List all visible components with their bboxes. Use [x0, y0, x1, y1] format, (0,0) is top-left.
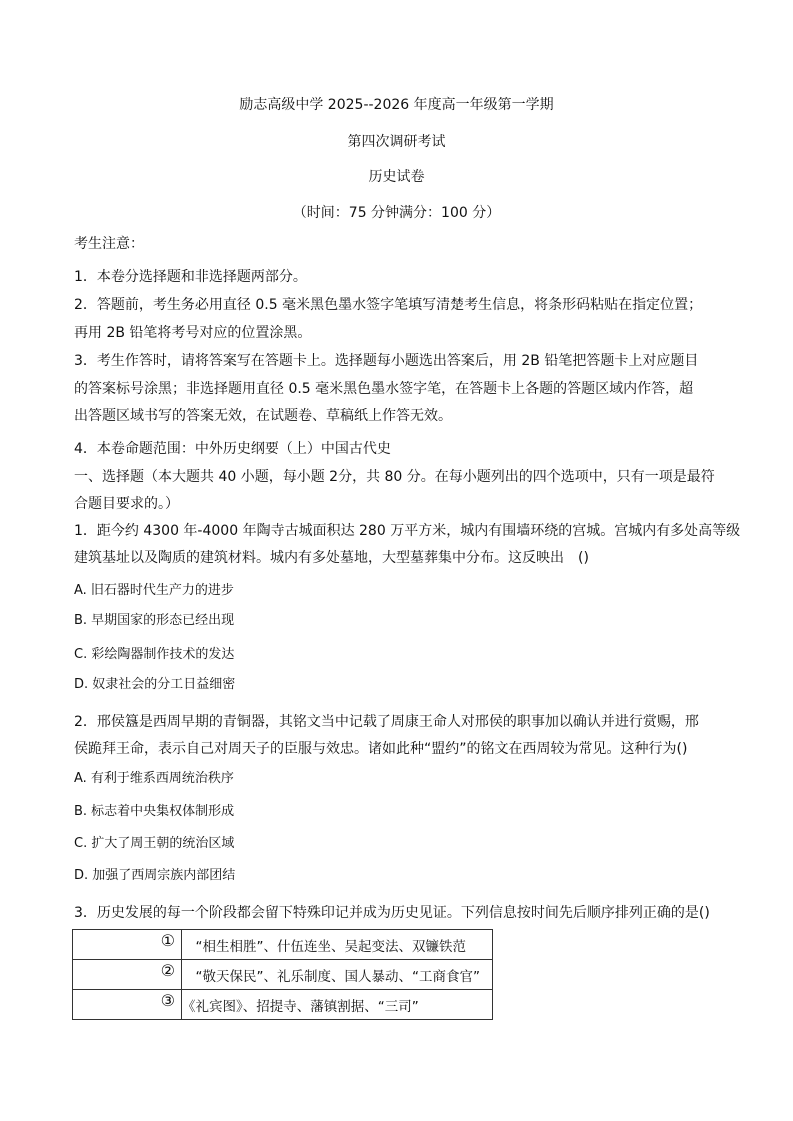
- notice-line: 再用 2B 铅笔将考号对应的位置涂黑。: [74, 325, 312, 341]
- question-2-stem: 2．邢侯簋是西周早期的青铜器，其铭文当中记载了周康王命人对邢侯的职事加以确认并进行赏赐，邢: [74, 714, 699, 730]
- question-2-option-a: A. 有利于维系西周统治秩序: [74, 771, 234, 786]
- notice-line: 1．本卷分选择题和非选择题两部分。: [74, 269, 307, 285]
- notice-line: 4．本卷命题范围：中外历史纲要（上）中国古代史: [74, 441, 391, 457]
- notice-line: 2．答题前，考生务必用直径 0.5 毫米黑色墨水签字笔填写清楚考生信息，将条形码粘贴在指定位置；: [74, 297, 703, 313]
- row-text: “相生相胜”、什伍连坐、吴起变法、双镰铁范: [182, 930, 493, 960]
- question-1-option-d: D. 奴隶社会的分工日益细密: [74, 677, 236, 692]
- question-3-table: [72, 929, 493, 1020]
- row-text: 《礼宾图》、招提寺、藩镇割据、“三司”: [182, 990, 493, 1020]
- question-1-stem: 建筑基址以及陶质的建筑材料。城内有多处墓地，大型墓葬集中分布。这反映出 (): [74, 550, 589, 566]
- row-number: ③: [73, 990, 182, 1020]
- school-term-title: 励志高级中学 2025--2026 年度高一年级第一学期: [239, 97, 554, 113]
- question-2-option-b: B. 标志着中央集权体制形成: [74, 804, 235, 819]
- table-row: [73, 990, 493, 1020]
- question-1-option-c: C. 彩绘陶器制作技术的发达: [74, 647, 235, 662]
- section-heading: 合题目要求的。）: [74, 496, 179, 512]
- table-row: [73, 930, 493, 960]
- question-1-stem: 1．距今约 4300 年-4000 年陶寺古城面积达 280 万平方米，城内有围墙环绕的宫城。宫城内有多处高等级: [74, 523, 741, 539]
- question-2-option-d: D. 加强了西周宗族内部团结: [74, 868, 236, 883]
- time-score-info: （时间：75 分钟满分：100 分）: [292, 205, 501, 221]
- question-2-stem: 侯跪拜王命，表示自己对周天子的臣服与效忠。诸如此种“盟约”的铭文在西周较为常见。这种行为(): [74, 741, 688, 757]
- row-number: ①: [73, 930, 182, 960]
- row-number: ②: [73, 960, 182, 990]
- subject-title: 历史试卷: [368, 169, 425, 185]
- row-text: “敬天保民”、礼乐制度、国人暴动、“工商食官”: [182, 960, 493, 990]
- question-1-option-a: A. 旧石器时代生产力的进步: [74, 583, 234, 598]
- question-3-stem: 3．历史发展的每一个阶段都会留下特殊印记并成为历史见证。下列信息按时间先后顺序排列正确的是(): [74, 905, 710, 921]
- question-2-option-c: C. 扩大了周王朝的统治区域: [74, 836, 235, 851]
- notice-line: 出答题区域书写的答案无效，在试题卷、草稿纸上作答无效。: [74, 408, 452, 424]
- question-1-option-b: B. 早期国家的形态已经出现: [74, 613, 235, 628]
- notice-title: 考生注意：: [74, 236, 144, 252]
- notice-line: 3．考生作答时，请将答案写在答题卡上。选择题每小题选出答案后，用 2B 铅笔把答题卡上对应题目: [74, 353, 699, 369]
- notice-line: 的答案标号涂黑；非选择题用直径 0.5 毫米黑色墨水签字笔，在答题卡上各题的答题区域内作答，超: [74, 381, 694, 397]
- exam-name-title: 第四次调研考试: [347, 134, 446, 150]
- table-row: [73, 960, 493, 990]
- section-heading: 一、选择题（本大题共 40 小题，每小题 2分，共 80 分。在每小题列出的四个选项中，只有一项是最符: [74, 469, 715, 485]
